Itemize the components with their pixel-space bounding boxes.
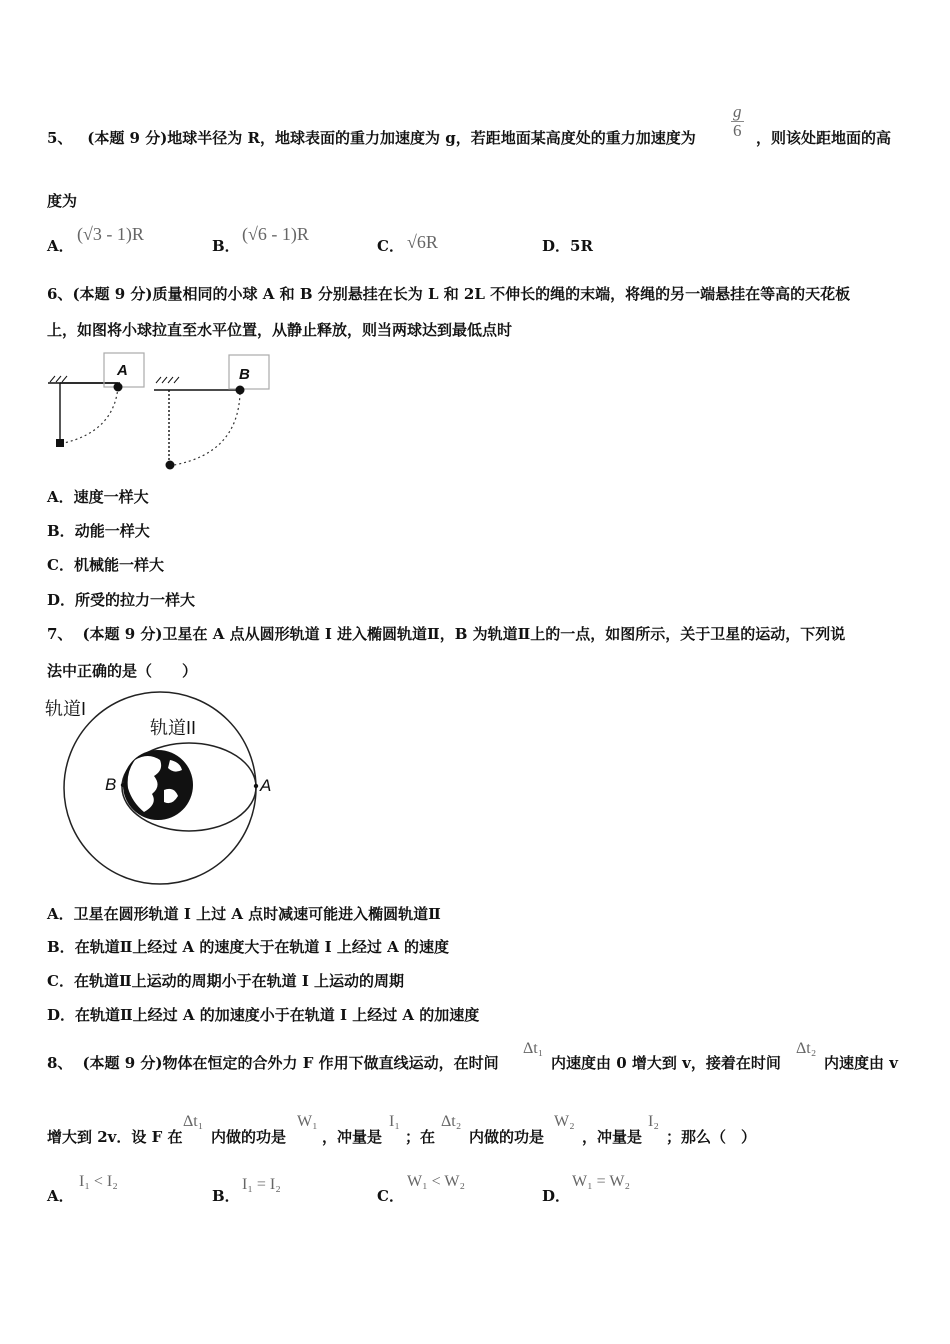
option-text: 速度一样大 — [73, 488, 149, 506]
q6-option-a — [47, 486, 149, 507]
q8-dt2-b: Δt₂ — [441, 1113, 462, 1130]
point-b-label: B — [105, 775, 117, 794]
ball-b-bottom — [166, 461, 175, 470]
q7-number: 7、 — [47, 625, 73, 643]
q7-option-a — [47, 903, 441, 924]
option-label: C． — [377, 1187, 404, 1205]
q5-points: (本题 9 分) — [87, 129, 168, 147]
q5-fraction — [731, 103, 744, 140]
q6-points: (本题 9 分) — [72, 285, 153, 303]
q5-option-b — [212, 235, 240, 256]
pendulum-b — [154, 355, 269, 470]
orbit-1-label: 轨道I — [45, 699, 87, 719]
q8-stem-b4: ；在 — [405, 1128, 436, 1146]
q6-option-d — [47, 589, 195, 610]
q5-option-c-value: √6R — [407, 232, 438, 252]
q8-stem-b3: ，冲量是 — [322, 1128, 383, 1146]
q8-w1: W₁ — [297, 1113, 318, 1130]
option-text: 在轨道Ⅱ上经过 A 的速度大于在轨道 I 上经过 A 的速度 — [74, 938, 449, 956]
q5-stem-a: 地球半径为 R，地球表面的重力加速度为 g，若距地面某高度处的重力加速度为 — [167, 129, 696, 147]
option-label: D． — [542, 237, 571, 255]
q5-frac-den: 6 — [733, 121, 742, 140]
ball-b — [236, 386, 245, 395]
q8-stem-b2: 内做的功是 — [211, 1128, 287, 1146]
q8-option-c-value: W₁ < W₂ — [407, 1173, 466, 1190]
q6-stem-b: 上，如图将小球拉直至水平位置，从静止释放，则当两球达到最低点时 — [47, 321, 513, 339]
q5-stem-b: ，则该处距地面的高 — [756, 129, 892, 147]
q8-i2: I₂ — [648, 1113, 659, 1130]
q8-number: 8、 — [47, 1054, 73, 1072]
q5-stem-c: 度为 — [47, 192, 78, 210]
q8-option-a-value: I₁ < I₂ — [79, 1173, 118, 1190]
q8-w2: W₂ — [554, 1113, 575, 1130]
q8-option-d — [542, 1185, 570, 1206]
option-label: D． — [47, 1006, 76, 1024]
pendulum-figure — [40, 345, 280, 475]
q8-option-b-value: I₁ = I₂ — [242, 1176, 281, 1193]
q8-points: (本题 9 分) — [82, 1054, 163, 1072]
point-b-dot — [121, 783, 125, 787]
q7-option-c — [47, 970, 404, 991]
q8-line1-start — [47, 1052, 499, 1073]
ball-a-bottom — [56, 439, 64, 447]
q5-option-a — [47, 235, 74, 256]
option-label: B． — [47, 522, 75, 540]
q8-stem-a3: 内速度由 v — [824, 1054, 898, 1072]
q7-option-b — [47, 936, 449, 957]
q6-option-b — [47, 520, 150, 541]
q8-dt2: Δt₂ — [796, 1040, 817, 1057]
option-text: 动能一样大 — [74, 522, 150, 540]
q6-option-c — [47, 554, 164, 575]
option-label: C． — [47, 556, 74, 574]
option-label: B． — [47, 938, 75, 956]
option-value: 5R — [570, 237, 593, 255]
option-label: B． — [212, 237, 240, 255]
option-text: 机械能一样大 — [73, 556, 164, 574]
q8-i1: I₁ — [389, 1113, 400, 1130]
q5-line1 — [47, 127, 696, 148]
point-a-label: A — [260, 776, 272, 795]
option-label: C． — [47, 972, 74, 990]
q6-stem-a: 质量相同的小球 A 和 B 分别悬挂在长为 L 和 2L 不伸长的绳的末端，将绳的另一端悬挂在等高的天花板 — [152, 285, 851, 303]
label-a: A — [117, 362, 128, 379]
option-label: A． — [47, 237, 74, 255]
option-text: 在轨道Ⅱ上运动的周期小于在轨道 I 上运动的周期 — [73, 972, 405, 990]
q8-stem-b1: 增大到 2v．设 F 在 — [47, 1128, 183, 1146]
q5-option-d — [542, 235, 593, 256]
q6-number: 6、 — [47, 285, 73, 303]
orbit-figure — [40, 690, 290, 890]
earth-icon — [123, 750, 193, 820]
q8-stem-a1: 物体在恒定的合外力 F 作用下做直线运动，在时间 — [162, 1054, 499, 1072]
q7-option-d — [47, 1004, 479, 1025]
q7-line1 — [47, 623, 845, 644]
q5-frac-num: g — [733, 102, 742, 121]
q8-option-c — [377, 1185, 404, 1206]
q7-stem-b: 法中正确的是（ ） — [47, 662, 198, 680]
q6-line1 — [47, 283, 850, 304]
q5-number: 5、 — [47, 129, 73, 147]
pendulum-a — [48, 353, 144, 447]
q7-points: (本题 9 分) — [82, 625, 163, 643]
option-label: A． — [47, 488, 74, 506]
q8-stem-a2: 内速度由 0 增大到 v，接着在时间 — [551, 1054, 781, 1072]
option-label: D． — [47, 591, 76, 609]
label-b: B — [239, 366, 250, 383]
option-label: A． — [47, 905, 74, 923]
option-label: A． — [47, 1187, 74, 1205]
option-text: 在轨道Ⅱ上经过 A 的加速度小于在轨道 I 上经过 A 的加速度 — [75, 1006, 480, 1024]
q8-option-d-value: W₁ = W₂ — [572, 1173, 631, 1190]
q8-stem-b7: ；那么（ ） — [666, 1128, 757, 1146]
q8-dt1-b: Δt₁ — [183, 1113, 204, 1130]
q8-option-b — [212, 1185, 240, 1206]
q5-option-c — [377, 235, 404, 256]
orbit-2-label: 轨道II — [150, 718, 197, 738]
q8-option-a — [47, 1185, 74, 1206]
q5-option-b-value: (√6 - 1)R — [242, 224, 309, 244]
q7-stem-a: 卫星在 A 点从圆形轨道 I 进入椭圆轨道Ⅱ，B 为轨道Ⅱ上的一点，如图所示，关于卫星的运动，下列说 — [162, 625, 846, 643]
ball-a — [114, 383, 123, 392]
point-a-dot — [254, 784, 258, 788]
option-text: 卫星在圆形轨道 I 上过 A 点时减速可能进入椭圆轨道Ⅱ — [73, 905, 441, 923]
q8-dt1: Δt₁ — [523, 1040, 544, 1057]
q5-option-a-value: (√3 - 1)R — [77, 224, 144, 244]
option-label: C． — [377, 237, 404, 255]
option-label: B． — [212, 1187, 240, 1205]
option-label: D． — [542, 1187, 571, 1205]
q8-stem-b6: ，冲量是 — [582, 1128, 643, 1146]
option-text: 所受的拉力一样大 — [75, 591, 196, 609]
q8-stem-b5: 内做的功是 — [469, 1128, 545, 1146]
